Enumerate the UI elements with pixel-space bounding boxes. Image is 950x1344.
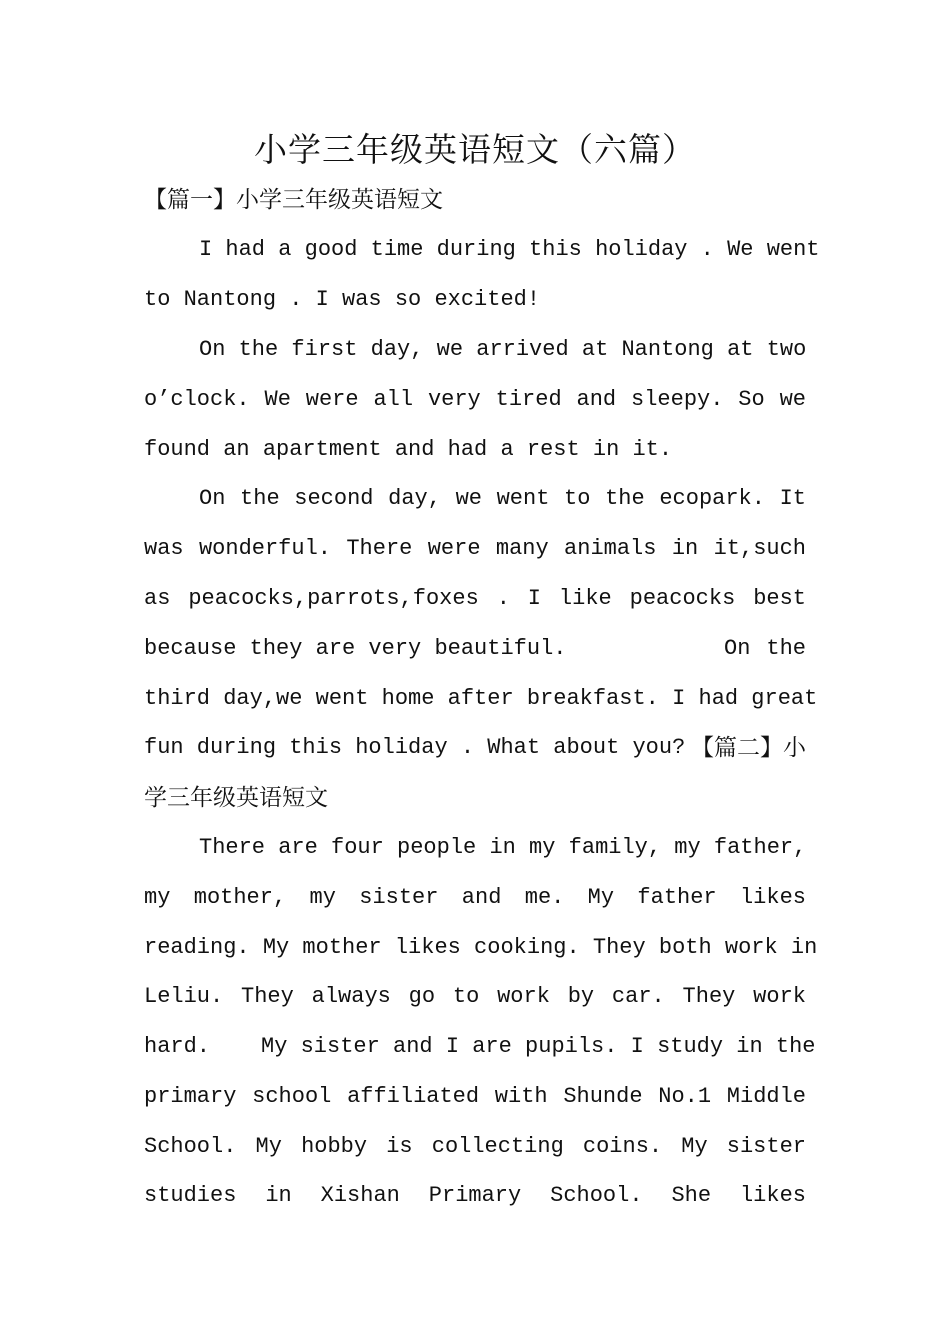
paragraph-line: as peacocks,parrots,foxes . I like peacocks best (144, 586, 806, 611)
paragraph-line: primary school affiliated with Shunde No.1 Middle (144, 1084, 806, 1109)
paragraph-line: On the (724, 636, 806, 661)
paragraph-line: found an apartment and had a rest in it. (144, 437, 673, 462)
paragraph-line: School. My hobby is collecting coins. My sister (144, 1134, 806, 1159)
paragraph-line: my mother, my sister and me. My father likes (144, 885, 806, 910)
paragraph-line: to Nantong . I was so excited! (144, 287, 541, 312)
section-heading-2: 【篇二】小 (691, 735, 806, 761)
paragraph-line: was wonderful. There were many animals in it,such (144, 536, 806, 561)
section-heading-2-continued: 学三年级英语短文 (144, 785, 328, 811)
paragraph-line: third day,we went home after breakfast. I had great (144, 686, 818, 711)
paragraph-line: because they are very beautiful. (144, 636, 567, 661)
paragraph-line: On the first day, we arrived at Nantong at two (199, 337, 807, 362)
paragraph-line: Leliu. They always go to work by car. They work (144, 984, 806, 1009)
paragraph-line: I had a good time during this holiday . We went (199, 237, 820, 262)
paragraph-line: My sister and I are pupils. I study in the (261, 1034, 816, 1059)
paragraph-line: reading. My mother likes cooking. They both work in (144, 935, 818, 960)
paragraph-line: hard. (144, 1034, 211, 1059)
paragraph-line: studies in Xishan Primary School. She likes (144, 1183, 806, 1208)
paragraph-line: o’clock. We were all very tired and sleepy. So we (144, 387, 806, 412)
document-title: 小学三年级英语短文（六篇） (254, 130, 696, 169)
section-heading-1: 【篇一】小学三年级英语短文 (144, 187, 443, 213)
paragraph-line: On the second day, we went to the ecopark. It (199, 486, 806, 511)
paragraph-line: fun during this holiday . What about you? (144, 735, 686, 760)
paragraph-line: There are four people in my family, my father, (199, 835, 807, 860)
